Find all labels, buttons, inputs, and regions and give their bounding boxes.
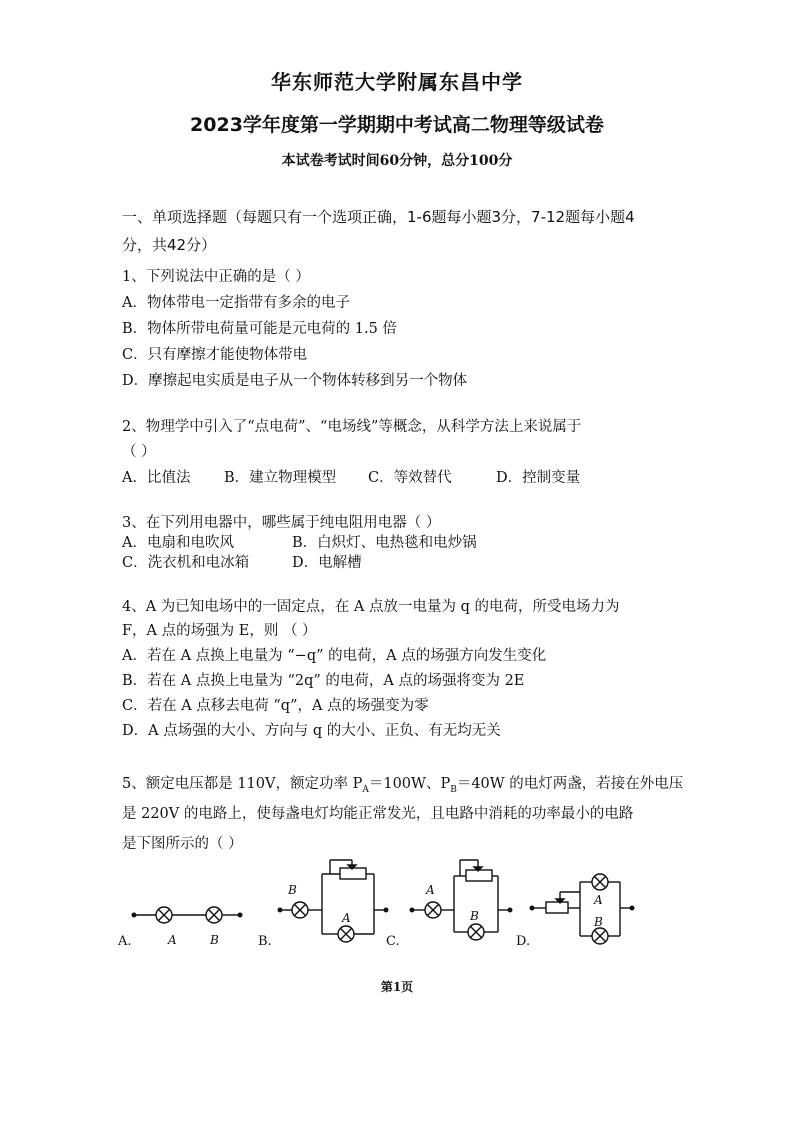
- q3-option-c: C．洗衣机和电冰箱: [122, 555, 250, 571]
- q1-option-a: A．物体带电一定指带有多余的电子: [122, 295, 350, 311]
- section-heading-line1: 一、单项选择题（每题只有一个选项正确，1-6题每小题3分，7-12题每小题4: [122, 208, 635, 226]
- q4-option-b: B．若在 A 点换上电量为 “2q” 的电荷，A 点的场强将变为 2E: [122, 673, 525, 689]
- exam-info: 本试卷考试时间60分钟，总分100分: [281, 153, 513, 169]
- q5-stem-mid: ＝100W、P: [368, 776, 451, 792]
- school-name: 华东师范大学附属东昌中学: [271, 70, 523, 94]
- circuit-a-label-b: B: [210, 933, 219, 947]
- circuit-a: [117, 907, 242, 949]
- circuit-c-label-a: A: [426, 883, 435, 897]
- q4-option-a: A．若在 A 点换上电量为 “−q” 的电荷，A 点的场强方向发生变化: [122, 648, 547, 664]
- q5-stem-3: 是下图所示的（ ）: [122, 836, 243, 852]
- q3-options-row1: [122, 531, 477, 552]
- section-heading-line2: 分，共42分）: [122, 236, 217, 254]
- q3-option-a: A．电扇和电吹风: [122, 535, 234, 551]
- exam-title: 2023学年度第一学期期中考试高二物理等级试卷: [190, 114, 604, 136]
- q5-stem-2: 是 220V 的电路上，使每盏电灯均能正常发光，且电路中消耗的功率最小的电路: [122, 806, 634, 822]
- q5-stem-post: ＝40W 的电灯两盏，若接在外电压: [456, 776, 684, 792]
- circuit-option-d: D.: [516, 934, 531, 949]
- q3-option-d: D．电解槽: [292, 555, 362, 571]
- q1-option-d: D．摩擦起电实质是电子从一个物体转移到另一个物体: [122, 373, 468, 389]
- q4-option-d: D．A 点场强的大小、方向与 q 的大小、正负、有无均无关: [122, 723, 501, 739]
- q3-stem: 3、在下列用电器中，哪些属于纯电阻用电器（ ）: [122, 515, 441, 531]
- lamp-b-icon: [592, 928, 608, 944]
- q5-sub-b: B: [450, 784, 457, 795]
- circuit-d-label-a: A: [594, 893, 603, 907]
- q2-stem: 2、物理学中引入了“点电荷”、“电场线”等概念，从科学方法上来说属于: [122, 419, 582, 435]
- q5-stem-pre: 5、额定电压都是 110V，额定功率 P: [122, 776, 363, 792]
- q1-option-c: C．只有摩擦才能使物体带电: [122, 347, 308, 363]
- circuit-d-label-b: B: [594, 915, 603, 929]
- circuit-c-label-b: B: [470, 909, 479, 923]
- q4-stem: 4、A 为已知电场中的一固定点，在 A 点放一电量为 q 的电荷，所受电场力为: [122, 599, 620, 615]
- circuit-b-label-a: A: [342, 911, 351, 925]
- q2-option-b: B．建立物理模型: [224, 470, 337, 486]
- circuit-b-label-b: B: [288, 883, 297, 897]
- circuit-c: [386, 860, 512, 949]
- lamp-b-icon: [468, 924, 484, 940]
- circuit-d: [516, 874, 634, 949]
- q3-options-row2: [122, 551, 362, 572]
- page-number: 第1页: [380, 980, 414, 994]
- lamp-a-icon: [592, 874, 608, 890]
- q2-option-c: C．等效替代: [368, 470, 452, 486]
- lamp-a-icon: [425, 902, 441, 918]
- lamp-b-icon: [206, 907, 222, 923]
- q5-circuit-diagrams: [112, 852, 672, 962]
- q4-stem-2: F，A 点的场强为 E，则 （ ）: [122, 623, 317, 639]
- circuit-option-b: B.: [258, 934, 272, 949]
- circuit-a-label-a: A: [168, 933, 177, 947]
- q3-option-b: B．白炽灯、电热毯和电炒锅: [292, 535, 477, 551]
- q2-option-d: D．控制变量: [496, 470, 581, 486]
- q2-option-a: A．比值法: [122, 470, 191, 486]
- lamp-a-icon: [338, 926, 354, 942]
- q2-stem-2: （ ）: [122, 444, 156, 460]
- q1-stem: 1、下列说法中正确的是（ ）: [122, 269, 310, 285]
- circuit-option-a: A.: [118, 934, 132, 949]
- q2-options: [122, 466, 580, 487]
- lamp-a-icon: [156, 907, 172, 923]
- q1-option-b: B．物体所带电荷量可能是元电荷的 1.5 倍: [122, 321, 397, 337]
- lamp-b-icon: [292, 902, 308, 918]
- q4-option-c: C．若在 A 点移去电荷 “q”，A 点的场强变为零: [122, 698, 429, 714]
- circuit-b: [258, 860, 388, 949]
- circuit-option-c: C.: [386, 934, 400, 949]
- q5-stem: [122, 772, 683, 795]
- q5-sub-a: A: [362, 784, 369, 795]
